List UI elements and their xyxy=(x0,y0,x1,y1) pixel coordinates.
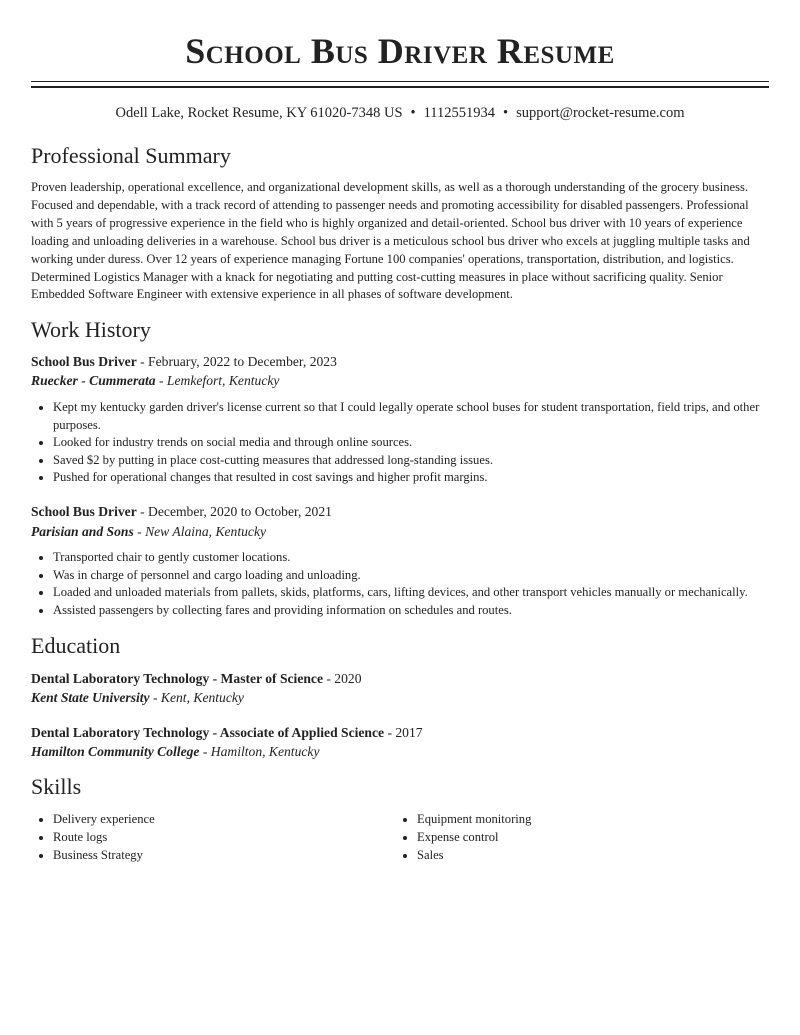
summary-text: Proven leadership, operational excellence, and organizational development skills, as well as a thorough understanding of the grocery business. Focused and dependable, with a track record of attending to passenger needs and promoting accessibility for disabled passengers. Professional with 5 years of progressive experience in the field who is highly organized and detail-oriented. School bus driver with 10 years of experience loading and unloading deliveries in a warehouse. School bus driver is a meticulous school bus driver who excels at juggling multiple tasks and working under duress. Over 12 years of experience managing Fortune 100 companies' operations, transportation, distribution, and logistics. Determined Logistics Manager with a knack for negotiating and putting cost-cutting measures in place without sacrificing quality. Senior Embedded Software Engineer with extensive experience in all phases of software development. xyxy=(31,180,750,302)
education-school-line xyxy=(31,689,244,707)
job-title: School Bus Driver xyxy=(31,504,137,519)
skill-item: • Business Strategy xyxy=(53,846,393,864)
education-location: - Hamilton, Kentucky xyxy=(199,744,320,759)
summary-heading: Professional Summary xyxy=(31,143,231,168)
job-duty-item: • Kept my kentucky garden driver's license current so that I could legally operate school buses for student transportation, field trips, and other purposes. xyxy=(53,399,769,434)
education-degree: Dental Laboratory Technology - Master of Science xyxy=(31,671,323,686)
education-school-line xyxy=(31,743,320,761)
job-title-line xyxy=(31,353,337,371)
job-title: School Bus Driver xyxy=(31,354,137,369)
job-location: - Lemkefort, Kentucky xyxy=(155,373,280,388)
job-employer: Ruecker - Cummerata xyxy=(31,373,156,388)
title-divider-bottom xyxy=(31,86,769,88)
job-duty-item: • Assisted passengers by collecting fares and providing information on schedules and routes. xyxy=(53,602,769,620)
education-year: - 2017 xyxy=(384,725,423,740)
job-duty-item: • Pushed for operational changes that resulted in cost savings and higher profit margins. xyxy=(53,469,769,487)
skill-item: • Expense control xyxy=(417,828,757,846)
skill-item: • Delivery experience xyxy=(53,810,393,828)
title-divider-top xyxy=(31,81,769,82)
job-employer-line xyxy=(31,523,266,541)
job-duties-list xyxy=(31,399,769,487)
education-year: - 2020 xyxy=(322,671,362,686)
contact-separator: • xyxy=(410,105,416,121)
education-degree-line xyxy=(31,724,423,742)
education-degree-line xyxy=(31,670,362,688)
work-history-heading: Work History xyxy=(31,317,151,342)
education-school: Hamilton Community College xyxy=(31,744,200,759)
resume-page xyxy=(31,0,769,862)
education-heading: Education xyxy=(31,633,121,658)
contact-email: support@rocket-resume.com xyxy=(516,105,685,121)
resume-title: School Bus Driver Resume xyxy=(185,31,615,71)
job-duty-item: • Was in charge of personnel and cargo loading and unloading. xyxy=(53,567,769,585)
contact-phone: 1112551934 xyxy=(423,105,496,121)
education-degree: Dental Laboratory Technology - Associate of Applied Science xyxy=(31,725,385,740)
skill-item: • Sales xyxy=(417,846,757,864)
job-employer-line xyxy=(31,372,279,390)
skills-heading: Skills xyxy=(31,774,82,799)
job-duty-item: • Loaded and unloaded materials from pallets, skids, platforms, cars, lifting devices, and other transport vehicles manually or mechanically. xyxy=(53,584,769,602)
education-school: Kent State University xyxy=(31,690,150,705)
education-location: - Kent, Kentucky xyxy=(149,690,244,705)
job-duty-item: • Transported chair to gently customer locations. xyxy=(53,549,769,567)
job-dates: - December, 2020 to October, 2021 xyxy=(136,504,332,519)
skill-item: • Equipment monitoring xyxy=(417,810,757,828)
skills-list-left xyxy=(31,810,393,864)
contact-address: Odell Lake, Rocket Resume, KY 61020-7348 US xyxy=(115,105,403,121)
job-employer: Parisian and Sons xyxy=(31,524,134,539)
contact-line xyxy=(31,104,769,122)
job-duties-list xyxy=(31,549,769,619)
skill-item: • Route logs xyxy=(53,828,393,846)
contact-separator: • xyxy=(503,105,509,121)
job-dates: - February, 2022 to December, 2023 xyxy=(136,354,337,369)
job-duty-item: • Looked for industry trends on social media and through online sources. xyxy=(53,434,769,452)
job-location: - New Alaina, Kentucky xyxy=(133,524,267,539)
job-duty-item: • Saved $2 by putting in place cost-cutting measures that addressed long-standing issues. xyxy=(53,452,769,470)
skills-list-right xyxy=(395,810,757,864)
job-title-line xyxy=(31,503,332,521)
